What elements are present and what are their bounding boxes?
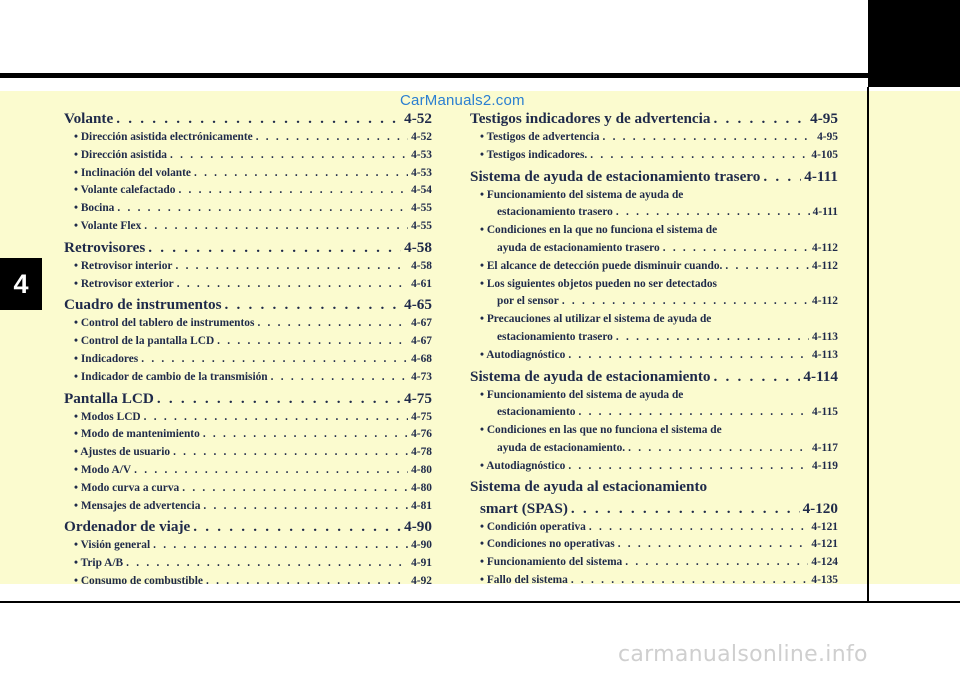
toc-entry-line[interactable]: • Funcionamiento del sistema de ayuda de [480, 388, 684, 401]
toc-title: • Condiciones no operativas [480, 538, 615, 551]
toc-leader-dots [116, 108, 401, 129]
toc-title: • Volante calefactado [74, 184, 176, 197]
toc-leader-dots [206, 573, 408, 591]
toc-section[interactable] [470, 498, 838, 519]
toc-entry[interactable] [470, 240, 838, 258]
toc-page-number: 4-67 [411, 317, 432, 330]
toc-entry-line[interactable]: • Condiciones en las que no funciona el sistema de [480, 424, 722, 437]
toc-title: • Retrovisor interior [74, 259, 173, 272]
toc-entry[interactable] [470, 536, 838, 554]
toc-page-number: 4-112 [812, 259, 838, 272]
toc-leader-dots [182, 480, 408, 498]
toc-page-number: 4-90 [404, 518, 432, 536]
toc-title: • Condición operativa [480, 520, 586, 533]
toc-page-number: 4-120 [802, 499, 838, 517]
toc-entry[interactable] [64, 258, 432, 276]
toc-page-number: 4-52 [411, 131, 432, 143]
toc-page-number: 4-124 [811, 556, 838, 569]
toc-title: Cuadro de instrumentos [64, 296, 222, 314]
toc-entry[interactable] [470, 329, 838, 347]
toc-left-column [64, 107, 432, 591]
toc-page-number: 4-121 [811, 520, 838, 533]
toc-page-number: 4-95 [810, 110, 838, 127]
toc-leader-dots [725, 258, 809, 276]
top-rule [0, 73, 868, 78]
toc-leader-dots [178, 182, 408, 200]
toc-entry[interactable] [64, 480, 432, 498]
watermark-bottom: carmanualsonline.info [618, 642, 868, 667]
toc-entry[interactable] [64, 200, 432, 218]
toc-page-number: 4-119 [812, 459, 838, 472]
toc-section[interactable] [64, 388, 432, 409]
toc-leader-dots [568, 347, 809, 365]
toc-entry[interactable] [64, 351, 432, 369]
toc-section[interactable] [64, 516, 432, 537]
toc-page-number: 4-113 [812, 330, 838, 343]
toc-entry[interactable] [470, 129, 838, 147]
toc-page-number: 4-61 [411, 277, 432, 290]
toc-entry[interactable] [64, 573, 432, 591]
toc-page-number: 4-135 [811, 573, 838, 586]
toc-title: • Modo A/V [74, 463, 132, 476]
toc-title: • Autodiagnóstico [480, 348, 566, 361]
toc-entry[interactable] [470, 440, 838, 458]
toc-entry[interactable] [64, 182, 432, 200]
toc-title: ayuda de estacionamiento. [497, 441, 626, 454]
toc-leader-dots [571, 572, 809, 590]
toc-entry[interactable] [64, 276, 432, 294]
toc-page-number: 4-80 [411, 463, 432, 476]
bottom-rule [0, 601, 960, 603]
toc-leader-dots [117, 200, 408, 218]
toc-page-number: 4-81 [411, 499, 432, 512]
toc-entry[interactable] [64, 315, 432, 333]
toc-entry[interactable] [470, 258, 838, 276]
toc-section[interactable] [64, 108, 432, 129]
toc-entry[interactable] [470, 554, 838, 572]
toc-page-number: 4-55 [411, 202, 432, 215]
toc-leader-dots [713, 108, 807, 129]
toc-leader-dots [568, 458, 809, 476]
toc-leader-dots [153, 537, 408, 555]
toc-page-number: 4-111 [804, 167, 838, 185]
toc-leader-dots [589, 519, 809, 537]
toc-page-number: 4-78 [411, 446, 432, 459]
toc-title: estacionamiento trasero [497, 330, 613, 343]
toc-leader-dots [148, 237, 401, 258]
toc-title: Volante [64, 110, 114, 127]
toc-leader-dots [170, 147, 408, 165]
toc-title: • Autodiagnóstico [480, 459, 566, 472]
toc-page-number: 4-58 [404, 238, 432, 256]
toc-entry[interactable] [470, 347, 838, 365]
toc-page-number: 4-112 [812, 295, 838, 308]
toc-leader-dots [257, 315, 408, 333]
toc-leader-dots [571, 498, 800, 519]
toc-title: Retrovisores [64, 238, 146, 256]
toc-title: Testigos indicadores y de advertencia [470, 110, 711, 127]
toc-title: • Indicador de cambio de la transmisión [74, 370, 268, 383]
toc-leader-dots [144, 409, 408, 427]
toc-title: • Modo curva a curva [74, 481, 180, 494]
toc-title: • Control del tablero de instrumentos [74, 317, 255, 330]
toc-page-number: 4-76 [411, 428, 432, 441]
toc-title: • Ajustes de usuario [74, 446, 171, 459]
toc-page-number: 4-54 [411, 184, 432, 197]
toc-entry[interactable] [470, 404, 838, 422]
toc-entry[interactable] [64, 444, 432, 462]
toc-title: Ordenador de viaje [64, 518, 191, 536]
toc-title: estacionamiento trasero [497, 206, 613, 219]
toc-title: • Control de la pantalla LCD [74, 335, 215, 348]
toc-title: • Testigos de advertencia [480, 131, 600, 143]
toc-entry[interactable] [470, 572, 838, 590]
toc-leader-dots [203, 426, 408, 444]
toc-title: ayuda de estacionamiento trasero [497, 241, 660, 254]
toc-leader-dots [616, 329, 809, 347]
toc-page-number: 4-92 [411, 574, 432, 587]
toc-page-number: 4-53 [411, 148, 432, 161]
toc-title: • Fallo del sistema [480, 573, 568, 586]
toc-entry[interactable] [470, 204, 838, 222]
toc-leader-dots [134, 462, 408, 480]
toc-page-number: 4-91 [411, 557, 432, 570]
toc-page-number: 4-67 [411, 335, 432, 348]
toc-title: • El alcance de detección puede disminuir cuando. [480, 259, 723, 272]
toc-title: • Funcionamiento del sistema [480, 556, 623, 569]
toc-page-number: 4-114 [803, 367, 838, 385]
toc-leader-dots [141, 351, 408, 369]
toc-leader-dots [256, 129, 408, 147]
toc-section[interactable] [470, 366, 838, 387]
toc-leader-dots [271, 369, 408, 387]
toc-title: • Inclinación del volante [74, 166, 191, 179]
toc-page-number: 4-65 [404, 296, 432, 314]
toc-leader-dots [126, 555, 408, 573]
toc-title: • Mensajes de advertencia [74, 499, 201, 512]
toc-title: • Dirección asistida [74, 148, 167, 161]
toc-page-number: 4-80 [411, 481, 432, 494]
toc-title: • Visión general [74, 539, 151, 552]
toc-page-number: 4-105 [811, 148, 838, 161]
toc-page-number: 4-52 [404, 110, 432, 127]
toc-page-number: 4-113 [812, 348, 838, 361]
toc-entry[interactable] [64, 165, 432, 183]
toc-leader-dots [578, 404, 809, 422]
toc-entry[interactable] [64, 218, 432, 236]
toc-title: • Volante Flex [74, 219, 142, 232]
toc-title: • Indicadores [74, 352, 139, 365]
toc-entry[interactable] [64, 369, 432, 387]
toc-leader-dots [203, 498, 408, 516]
toc-page-number: 4-90 [411, 539, 432, 552]
toc-page-number: 4-68 [411, 352, 432, 365]
toc-leader-dots [157, 388, 401, 409]
toc-page-number: 4-73 [411, 370, 432, 383]
toc-title: • Bocina [74, 202, 115, 215]
toc-entry-line[interactable]: • Los siguientes objetos pueden no ser detectados [480, 277, 717, 290]
toc-title: • Modo de mantenimiento [74, 428, 200, 441]
toc-page-number: 4-75 [411, 410, 432, 423]
toc-title: • Testigos indicadores. [480, 148, 588, 161]
toc-title: smart (SPAS) [480, 499, 568, 517]
toc-leader-dots [713, 366, 800, 387]
toc-title: por el sensor [497, 295, 559, 308]
toc-leader-dots [618, 536, 809, 554]
toc-entry[interactable] [64, 129, 432, 147]
toc-page-number: 4-121 [811, 538, 838, 551]
toc-entry[interactable] [64, 147, 432, 165]
toc-title: Pantalla LCD [64, 389, 154, 407]
toc-title: • Consumo de combustible [74, 574, 203, 587]
toc-leader-dots [763, 166, 801, 187]
toc-page-number: 4-75 [404, 389, 432, 407]
toc-leader-dots [628, 440, 809, 458]
toc-section[interactable] [470, 166, 838, 187]
toc-leader-dots [175, 258, 408, 276]
toc-entry[interactable] [64, 498, 432, 516]
toc-page-number: 4-58 [411, 259, 432, 272]
toc-entry[interactable] [64, 409, 432, 427]
toc-entry[interactable] [470, 458, 838, 476]
toc-entry[interactable] [470, 293, 838, 311]
toc-leader-dots [625, 554, 808, 572]
toc-entry[interactable] [470, 147, 838, 165]
toc-entry[interactable] [64, 537, 432, 555]
toc-entry[interactable] [64, 462, 432, 480]
toc-page-number: 4-115 [812, 406, 838, 419]
toc-page-number: 4-95 [817, 131, 838, 143]
toc-leader-dots [193, 516, 401, 537]
toc-entry[interactable] [64, 333, 432, 351]
toc-entry[interactable] [64, 426, 432, 444]
toc-title: estacionamiento [497, 406, 576, 419]
corner-black-block [868, 0, 960, 87]
toc-leader-dots [663, 240, 809, 258]
chapter-tab: 4 [0, 258, 42, 310]
toc-leader-dots [590, 147, 808, 165]
toc-title: • Retrovisor exterior [74, 277, 174, 290]
toc-entry-line[interactable]: • Condiciones en la que no funciona el sistema de [480, 224, 718, 237]
toc-title: • Dirección asistida electrónicamente [74, 131, 253, 143]
toc-title: Sistema de ayuda de estacionamiento [470, 367, 711, 385]
toc-entry[interactable] [64, 555, 432, 573]
toc-leader-dots [616, 204, 810, 222]
toc-page-number: 4-53 [411, 166, 432, 179]
toc-leader-dots [562, 293, 809, 311]
toc-title: • Modos LCD [74, 410, 141, 423]
toc-page-number: 4-117 [812, 441, 838, 454]
toc-leader-dots [177, 276, 408, 294]
toc-page-number: 4-111 [812, 206, 838, 219]
toc-leader-dots [144, 218, 408, 236]
toc-entry-line[interactable]: • Funcionamiento del sistema de ayuda de [480, 188, 684, 201]
toc-entry-line[interactable]: • Precauciones al utilizar el sistema de ayuda de [480, 313, 712, 326]
toc-section[interactable] [64, 294, 432, 315]
toc-section[interactable] [64, 237, 432, 258]
toc-leader-dots [194, 165, 408, 183]
toc-right-column [470, 107, 838, 590]
toc-page-number: 4-55 [411, 219, 432, 232]
toc-page-number: 4-112 [812, 241, 838, 254]
toc-entry[interactable] [470, 519, 838, 537]
toc-leader-dots [173, 444, 408, 462]
watermark-top: CarManuals2.com [400, 92, 525, 109]
toc-leader-dots [217, 333, 408, 351]
toc-section-line[interactable]: Sistema de ayuda al estacionamiento [470, 477, 708, 495]
right-vertical-rule [867, 87, 869, 603]
toc-leader-dots [602, 129, 814, 147]
toc-title: Sistema de ayuda de estacionamiento trasero [470, 167, 761, 185]
toc-section[interactable] [470, 108, 838, 129]
toc-title: • Trip A/B [74, 557, 124, 570]
toc-leader-dots [225, 294, 402, 315]
